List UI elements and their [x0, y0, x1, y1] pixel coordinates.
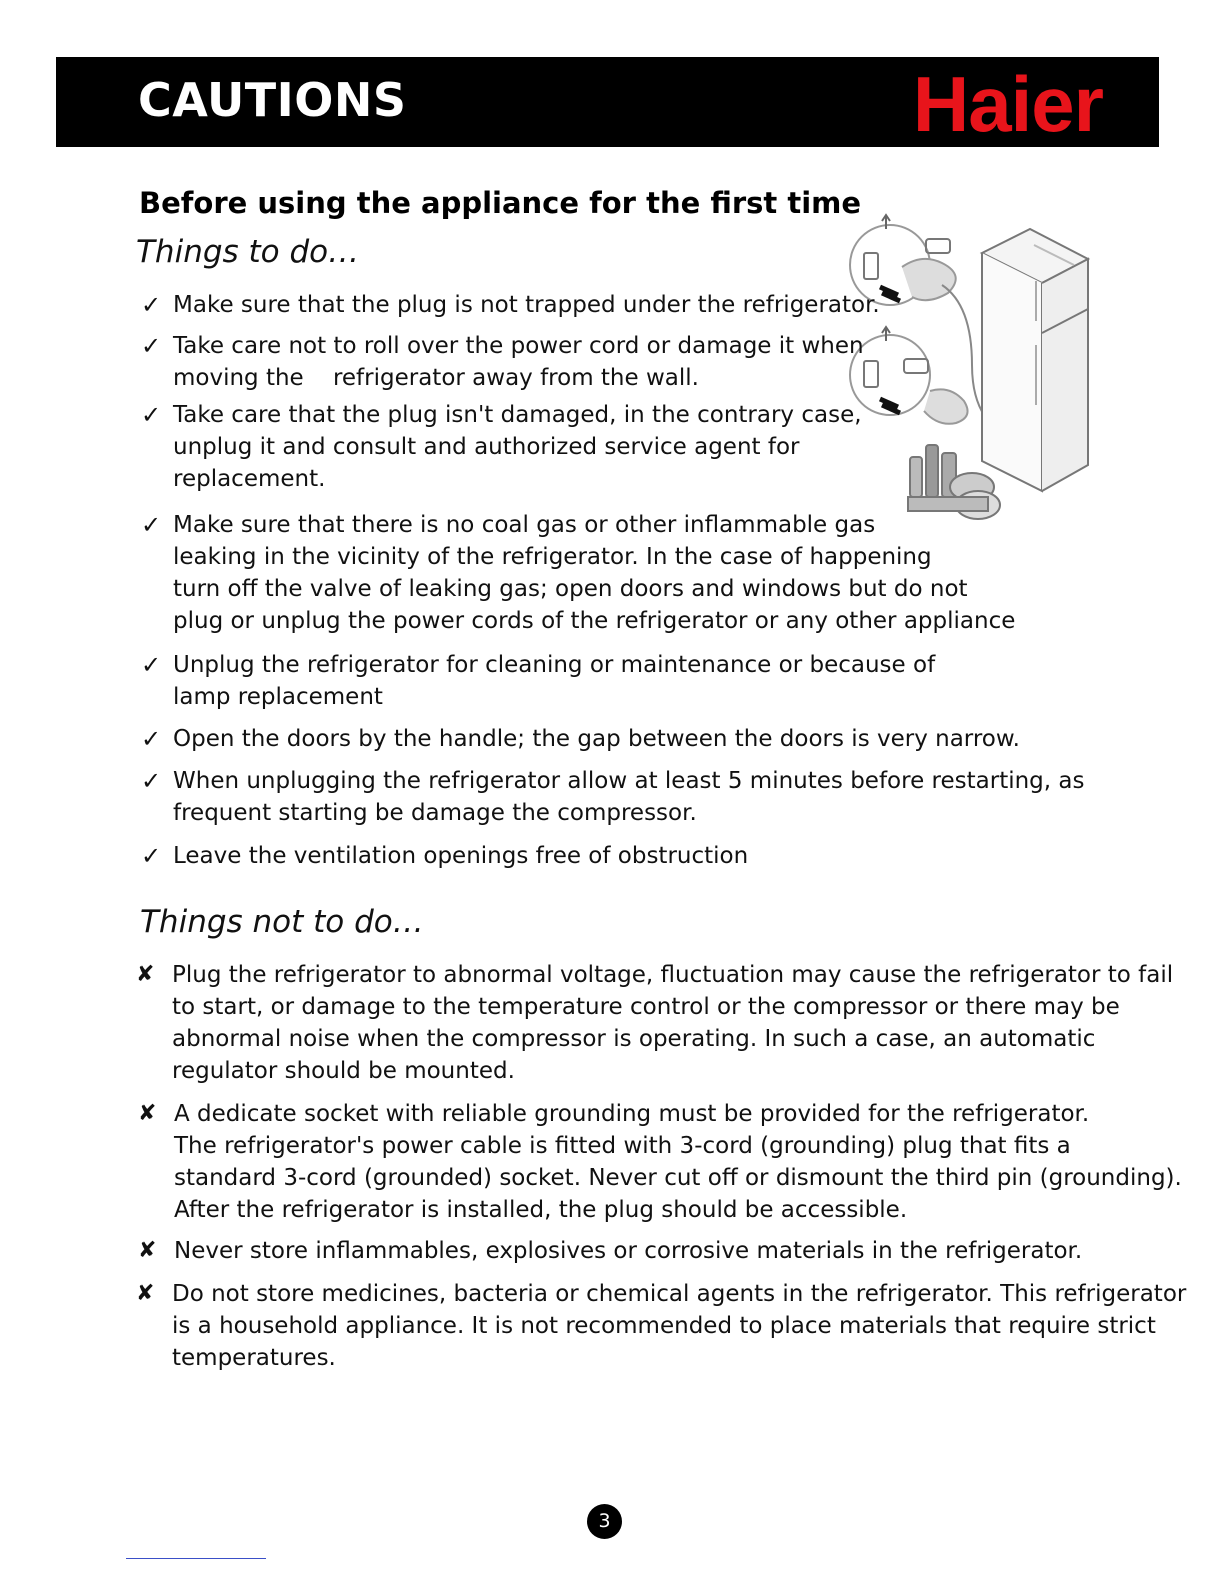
todo-item: ✓ Make sure that there is no coal gas or other inflammable gas leaking in the vicinity of the refrigerator. In the case of happening turn off the valve of leaking gas; open doors and windows but do not plug or unplug the power cords of the refrigerator or any other appliance — [141, 511, 1016, 634]
check-mark-icon: ✓ — [141, 332, 162, 360]
todo-item: ✓ Leave the ventilation openings free of obstruction — [141, 842, 749, 870]
todo-item: ✓ Unplug the refrigerator for cleaning or maintenance or because of lamp replacement — [141, 651, 936, 710]
check-mark-icon: ✓ — [141, 651, 162, 679]
brand-logo: Haier — [912, 60, 1103, 148]
todo-item: ✓ Take care not to roll over the power cord or damage it when moving the refrigerator away from the wall. — [141, 332, 864, 391]
cross-mark-icon: ✘ — [138, 1238, 157, 1263]
not-todo-heading: Things not to do… — [140, 904, 424, 940]
todo-item: ✓ When unplugging the refrigerator allow at least 5 minutes before restarting, as frequent starting be damage the compressor. — [141, 767, 1085, 826]
refrigerator-plug-illustration — [842, 205, 1098, 530]
check-mark-icon: ✓ — [141, 511, 162, 539]
page-number: 3 — [587, 1504, 622, 1539]
cross-mark-icon: ✘ — [136, 962, 155, 987]
check-mark-icon: ✓ — [141, 842, 162, 870]
check-mark-icon: ✓ — [141, 291, 162, 319]
not-todo-item: ✘ A dedicate socket with reliable grounding must be provided for the refrigerator. The refrigerator's power cable is fitted with 3-cord (grounding) plug that fits a standard 3-cord (grounded) socket. Never cut off or dismount the third pin (grounding). After the refrigerator is installed, the plug should be accessible. — [174, 1098, 1182, 1226]
check-mark-icon: ✓ — [141, 725, 162, 753]
todo-item: ✓ Make sure that the plug is not trapped under the refrigerator. — [141, 291, 880, 319]
todo-heading: Things to do… — [136, 234, 360, 270]
page-title: CAUTIONS — [138, 73, 407, 127]
header-bar — [56, 57, 1159, 147]
todo-item: ✓ Take care that the plug isn't damaged, in the contrary case, unplug it and consult and authorized service agent for replacement. — [141, 401, 862, 492]
todo-item: ✓ Open the doors by the handle; the gap between the doors is very narrow. — [141, 725, 1020, 753]
cross-mark-icon: ✘ — [138, 1101, 157, 1126]
check-mark-icon: ✓ — [141, 401, 162, 429]
section-title: Before using the appliance for the first time — [139, 186, 862, 220]
not-todo-item: ✘ Never store inflammables, explosives or corrosive materials in the refrigerator. — [174, 1235, 1082, 1267]
not-todo-item: ✘ Do not store medicines, bacteria or chemical agents in the refrigerator. This refrigerator is a household appliance. It is not recommended to place materials that require strict temperatures. — [172, 1278, 1186, 1374]
check-mark-icon: ✓ — [141, 767, 162, 795]
footer-rule — [126, 1558, 266, 1559]
cross-mark-icon: ✘ — [136, 1281, 155, 1306]
not-todo-item: ✘ Plug the refrigerator to abnormal voltage, fluctuation may cause the refrigerator to fail to start, or damage to the temperature control or the compressor or there may be abnormal noise when the compressor is operating. In such a case, an automatic regulator should be mounted. — [172, 959, 1173, 1087]
